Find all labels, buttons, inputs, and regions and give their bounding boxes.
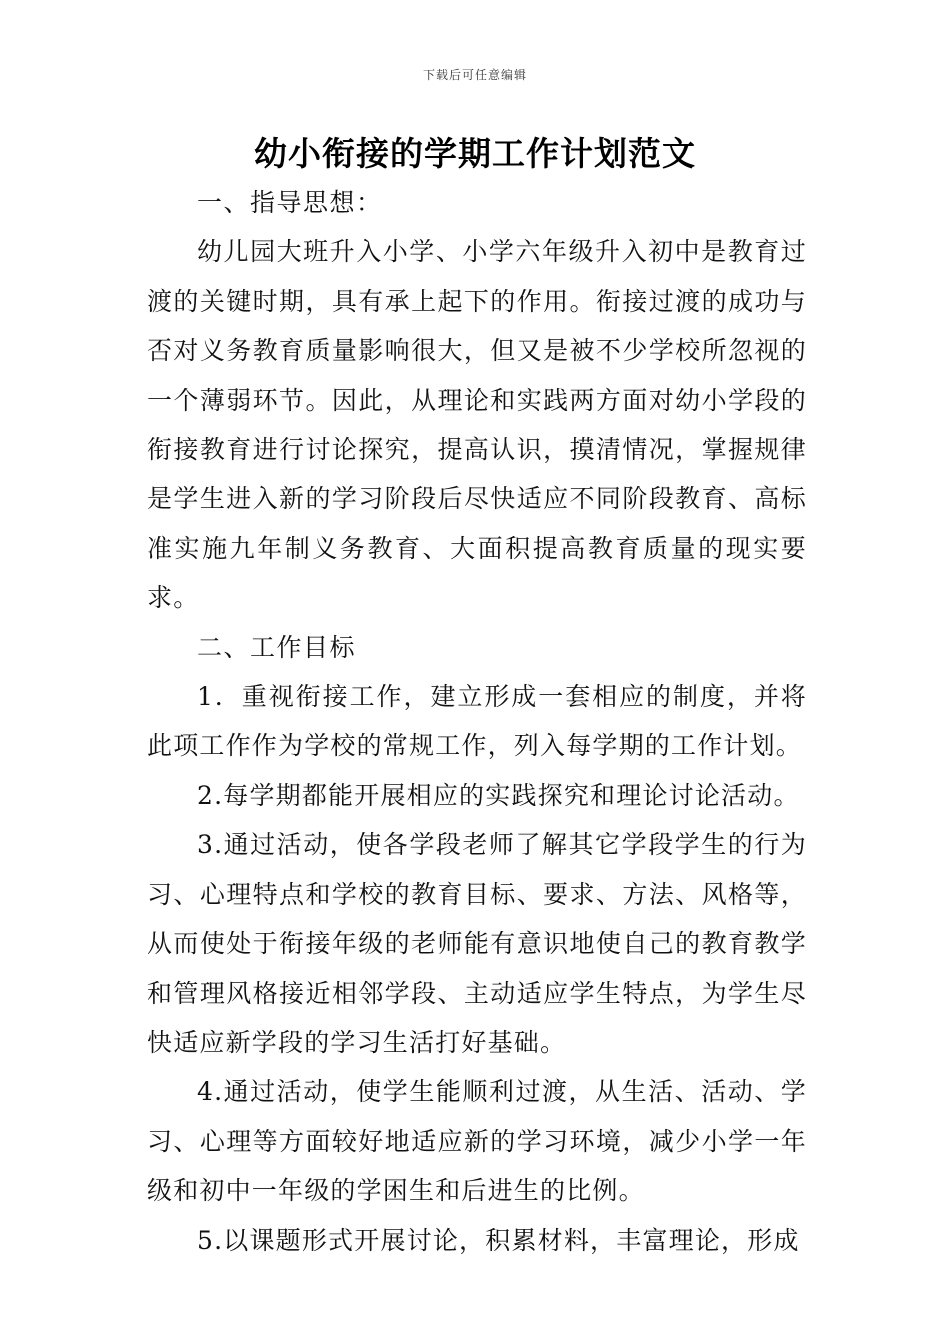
goal-item-1: 1．重视衔接工作，建立形成一套相应的制度，并将此项工作作为学校的常规工作，列入每学期的工作计划。	[147, 682, 807, 761]
goal-item-2: 2.每学期都能开展相应的实践探究和理论讨论活动。	[197, 780, 800, 810]
goal-item-3: 3.通过活动，使各学段老师了解其它学段学生的行为习、心理特点和学校的教育目标、要求、方法、风格等，从而使处于衔接年级的老师能有意识地使自己的教育教学和管理风格接近相邻学段、主动适应学生特点，为学生尽快适应新学段的学习生活打好基础。	[147, 830, 807, 1057]
goal-item-4: 4.通过活动，使学生能顺利过渡，从生活、活动、学习、心理等方面较好地适应新的学习环境，减少小学一年级和初中一年级的学困生和后进生的比例。	[147, 1077, 807, 1206]
document-title: 幼小衔接的学期工作计划范文	[254, 134, 696, 173]
document-body	[147, 178, 807, 1265]
header-note: 下载后可任意编辑	[422, 68, 527, 82]
section-1-paragraph: 幼儿园大班升入小学、小学六年级升入初中是教育过渡的关键时期，具有承上起下的作用。衔接过渡的成功与否对义务教育质量影响很大，但又是被不少学校所忽视的一个薄弱环节。因此，从理论和实践两方面对幼小学段的衔接教育进行讨论探究，提高认识，摸清情况，掌握规律是学生进入新的学习阶段后尽快适应不同阶段教育、高标准实施九年制义务教育、大面积提高教育质量的现实要求。	[147, 237, 807, 613]
goal-item-5: 5.以课题形式开展讨论，积累材料，丰富理论，形成	[197, 1225, 800, 1255]
section-1-heading: 一、指导思想：	[197, 188, 383, 217]
section-2-heading: 二、工作目标	[197, 632, 357, 662]
